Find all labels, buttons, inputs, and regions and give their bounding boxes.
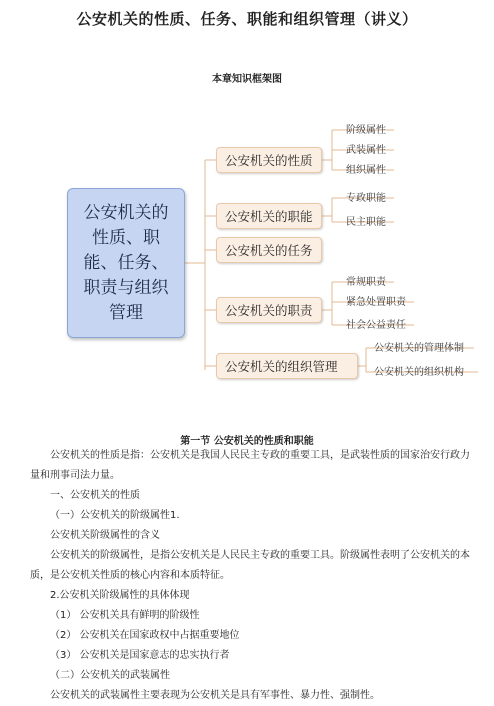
- leaf-routine-duty: 常规职责: [346, 277, 386, 288]
- paragraph: （二）公安机关的武装属性: [50, 670, 170, 681]
- paragraph: 2.公安机关阶级属性的具体体现: [50, 590, 190, 601]
- leaf-organization-structure: 公安机关的组织机构: [374, 367, 464, 378]
- branch-duties: 公安机关的职责: [216, 297, 322, 323]
- paragraph: （2） 公安机关在国家政权中占据重要地位: [50, 630, 240, 641]
- mindmap-root: [67, 188, 185, 338]
- paragraph: 公安机关的阶级属性，是指公安机关是人民民主专政的重要工具。阶级属性表明了公安机关的本质，是公安机关性质的核心内容和本质特征。: [30, 550, 470, 581]
- framework-title: 本章知识框架图: [212, 74, 282, 85]
- leaf-emergency-duty: 紧急处置职责: [346, 297, 406, 308]
- paragraph: （1） 公安机关具有鲜明的阶级性: [50, 610, 200, 621]
- branch-nature: 公安机关的性质: [216, 147, 322, 173]
- leaf-dictatorship-function: 专政职能: [346, 193, 386, 204]
- leaf-armed-attribute: 武装属性: [346, 145, 386, 156]
- paragraph: （3） 公安机关是国家意志的忠实执行者: [50, 650, 230, 661]
- root-line: 管理: [109, 302, 143, 323]
- section-body: [30, 446, 475, 706]
- branch-tasks: 公安机关的任务: [216, 237, 322, 263]
- leaf-democracy-function: 民主职能: [346, 217, 386, 228]
- document-title: 公安机关的性质、任务、职能和组织管理（讲义）: [76, 10, 418, 28]
- leaf-management-system: 公安机关的管理体制: [374, 343, 464, 354]
- paragraph: 公安机关的性质是指：公安机关是我国人民民主专政的重要工具，是武装性质的国家治安行政力量和刑事司法力量。: [30, 450, 470, 481]
- root-line: 性质、职: [92, 227, 160, 248]
- root-line: 公安机关的: [83, 202, 169, 223]
- section-heading: 第一节 公安机关的性质和职能: [180, 436, 314, 447]
- leaf-public-welfare-duty: 社会公益责任: [346, 320, 406, 331]
- branch-functions: 公安机关的职能: [216, 203, 322, 229]
- root-line: 职责与组织: [83, 277, 169, 298]
- paragraph: 公安机关的武装属性主要表现为公安机关是具有军事性、暴力性、强制性。: [50, 690, 380, 701]
- branch-organization: 公安机关的组织管理: [216, 353, 358, 379]
- leaf-organization-attribute: 组织属性: [346, 165, 386, 176]
- root-line: 能、任务、: [83, 252, 169, 273]
- paragraph: 一、公安机关的性质: [50, 490, 140, 501]
- paragraph: 公安机关阶级属性的含义: [50, 530, 160, 541]
- paragraph: （一）公安机关的阶级属性1.: [50, 510, 180, 521]
- leaf-class-attribute: 阶级属性: [346, 125, 386, 136]
